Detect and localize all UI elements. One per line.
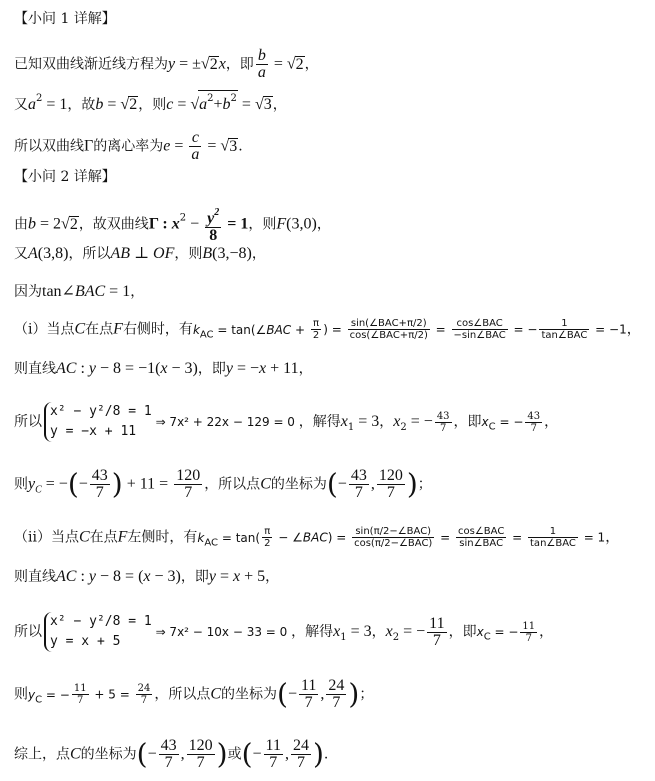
q1-title: 【小问 1 详解】 [14, 11, 116, 27]
q2-line-2: 又A(3,8)，所以AB ⊥ OF，则B(3,−8)， [14, 245, 266, 262]
yc-1: 则$y_C$ = −(− $\frac{43}{7}$ ) + 11 = $\frac{120}{7}$ ，所以点C的坐标为(− $\frac{43}{7}$ , $\frac{120}{7}$ )； [14, 467, 432, 501]
summary: 综上，点C的坐标为(− $\frac{43}{7}$ , $\frac{120}{7}$ )或(− $\frac{11}{7}$ , $\frac{24}{7}$ ). [14, 737, 329, 771]
yc-2: 则$y_C$ = − $\frac{11}{7}$ + 5 = $\frac{24}{7}$ ，所以点C的坐标为(− $\frac{11}{7}$ , $\frac{24}{7}$ )； [14, 677, 374, 711]
q2-title: 【小问 2 详解】 [14, 169, 116, 185]
line-ac-2: 则直线AC : y − 8 = (x − 3)，即y = x + 5， [14, 568, 280, 585]
q1-line-1: 已知双曲线渐近线方程为y = ±√2x，即 $\frac{b}{a}$ = √2， [14, 47, 319, 81]
q1-line-2: 又$a^2 = 1$，故b = √2，则$c = √a^2+b^2 = √3$， [14, 90, 287, 114]
q1-line-3: 所以双曲线Γ的离心率为e = $\frac{c}{a}$ = √3. [14, 129, 243, 163]
line-ac-1: 则直线AC : y − 8 = −1(x − 3)，即y = −x + 11， [14, 360, 313, 377]
system-2: 所以 x² − y²/8 = 1 y = x + 5 ⇒ 7x² − 10x − 33 = 0 ，解得$x_1 = 3$，$x_2$ = − $\frac{11}{7}$ ，即$x_C$ = − $\frac{11}{7}$ ， [14, 612, 553, 652]
system-1: 所以 x² − y²/8 = 1 y = −x + 11 ⇒ 7x² + 22x − 129 = 0 ，解得$x_1 = 3$，$x_2$ = − $\frac{43}{7}$ ，即$x_C$ = − $\frac{43}{7}$ ， [14, 402, 558, 442]
q2-line-1: 由b = 2√2，故双曲线Γ : $x^2$ − $\frac{y^2}{8}$ = 1，则F(3,0)， [14, 207, 331, 244]
case-2-line: （ii）当点C在点F左侧时，有$k_{AC} = \tan$( $\frac{\pi}{2}$ − ∠BAC) = $\frac{\text{sin(π/2−∠BAC)}}{\text{cos(π/2−∠BAC)}}$ = $\frac{\text{cos∠BAC}}{\text{sin∠BAC}}$ = $\frac{1}{\text{tan∠BAC}}$ = 1， [14, 526, 620, 549]
case-1-line: （i）当点C在点F右侧时，有$k_{AC}$ = tan(∠BAC + $\frac{\pi}{2}$ ) = $\frac{\text{sin(∠BAC+π/2)}}{\text{cos(∠BAC+π/2)}}$ = $\frac{\text{cos∠BAC}}{\text{−sin∠BAC}}$ = − $\frac{1}{\text{tan∠BAC}}$ = −1， [14, 318, 641, 341]
fraction: $\frac{b}{a}$ [257, 47, 266, 81]
q2-line-3: 因为tan∠BAC = 1， [14, 283, 145, 300]
